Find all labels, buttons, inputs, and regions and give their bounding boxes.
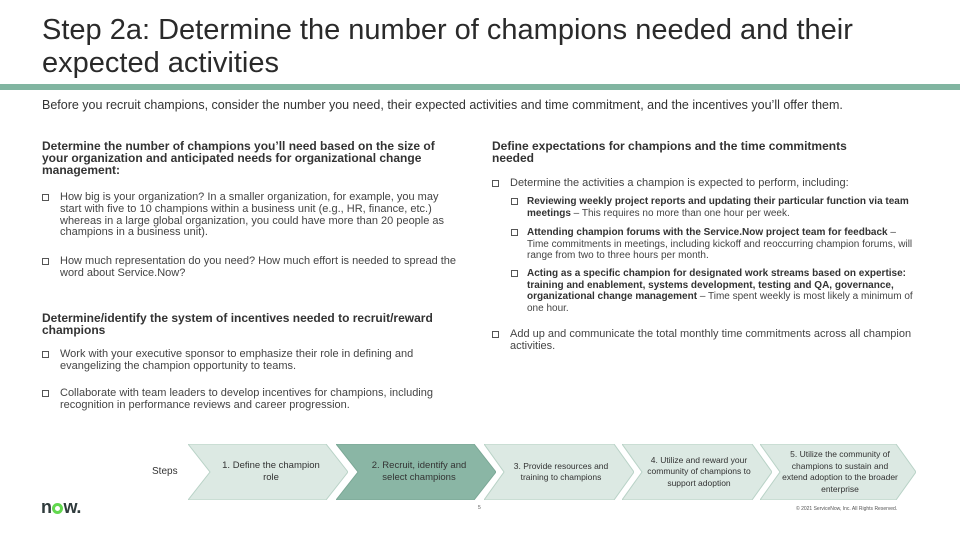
title-divider (0, 84, 960, 90)
page-number: 5 (478, 505, 481, 511)
sub-bullet-bold: Acting as a specific champion for designated work streams based on expertise: training and enablement, systems development, testing and QA, governance, organizational change management (527, 268, 907, 302)
left-bullet-text: How big is your organization? In a smaller organization, for example, you may start with five to 10 champions within a business unit (e.g., HR, finance, etc.) whereas in a large global organization, you could have more than 20 people as champions in a business unit). (60, 191, 445, 239)
checkbox-bullet-icon (42, 258, 49, 265)
right-bullet-text: Add up and communicate the total monthly time commitments across all champion activities. (510, 328, 912, 352)
checkbox-bullet-icon (492, 180, 499, 187)
step-4-chevron (622, 444, 772, 500)
steps-label: Steps (152, 466, 178, 477)
checkbox-bullet-icon (42, 390, 49, 397)
left-bullet (42, 349, 458, 373)
left-heading-1: Determine the number of champions you’ll need based on the size of your organization and anticipated needs for organizational change management: (42, 139, 435, 177)
sub-bullet-text: – Time commitments in meetings, including kickoff and reoccurring champion forums, will range from two to three hours per month. (527, 227, 913, 261)
intro-text: Before you recruit champions, consider the number you need, their expected activities and time commitment, and the incentives you’ll offer them. (42, 98, 843, 112)
step-5-chevron (760, 444, 916, 500)
checkbox-bullet-icon (42, 194, 49, 201)
checkbox-bullet-icon (511, 198, 518, 205)
left-bullet-text: Collaborate with team leaders to develop incentives for champions, including recognition in performance reviews and career progression. (60, 387, 433, 411)
left-bullet (42, 388, 458, 412)
step-2-chevron (336, 444, 496, 500)
checkbox-bullet-icon (511, 229, 518, 236)
right-sub-bullet (511, 227, 917, 262)
right-bullet (492, 178, 910, 190)
logo-letter-n: n (41, 497, 52, 517)
step-5-label: 5. Utilize the community of champions to sustain and extend adoption to the broader enterprise (782, 449, 898, 494)
left-heading-2: Determine/identify the system of incentives needed to recruit/reward champions (42, 311, 433, 337)
step-1-label: 1. Define the champion role (222, 460, 320, 483)
checkbox-bullet-icon (42, 351, 49, 358)
left-bullet-text: Work with your executive sponsor to emphasize their role in defining and evangelizing the champion opportunity to teams. (60, 348, 414, 372)
logo-letters-w: w. (63, 497, 81, 517)
right-sub-bullet (511, 268, 917, 314)
checkbox-bullet-icon (492, 331, 499, 338)
checkbox-bullet-icon (511, 270, 518, 277)
right-bullet (492, 329, 920, 353)
left-bullet (42, 256, 458, 280)
right-heading: Define expectations for champions and the time commitments needed (492, 139, 847, 165)
slide-title: Step 2a: Determine the number of champions needed and their expected activities (42, 14, 853, 79)
sub-bullet-bold: Attending champion forums with the Service.Now project team for feedback (527, 227, 888, 238)
step-3-label: 3. Provide resources and training to champions (513, 460, 609, 482)
right-sub-bullet (511, 196, 917, 219)
logo-o-icon (52, 503, 63, 514)
left-bullet (42, 192, 458, 239)
servicenow-logo (41, 497, 81, 518)
sub-bullet-text: – Time spent weekly is most likely a minimum of one hour. (527, 291, 913, 314)
step-4-label: 4. Utilize and reward your community of champions to support adoption (647, 454, 751, 488)
step-3-chevron (484, 444, 634, 500)
step-2-label: 2. Recruit, identify and select champions (371, 460, 467, 483)
sub-bullet-bold: Reviewing weekly project reports and updating their particular function via team meetings (527, 196, 909, 219)
left-bullet-text: How much representation do you need? How much effort is needed to spread the word about Service.Now? (60, 255, 457, 279)
copyright-text: © 2021 ServiceNow, Inc. All Rights Reserved. (796, 506, 898, 512)
right-bullet-text: Determine the activities a champion is expected to perform, including: (510, 177, 849, 189)
step-1-chevron (188, 444, 348, 500)
sub-bullet-text: – This requires no more than one hour per week. (570, 207, 790, 219)
